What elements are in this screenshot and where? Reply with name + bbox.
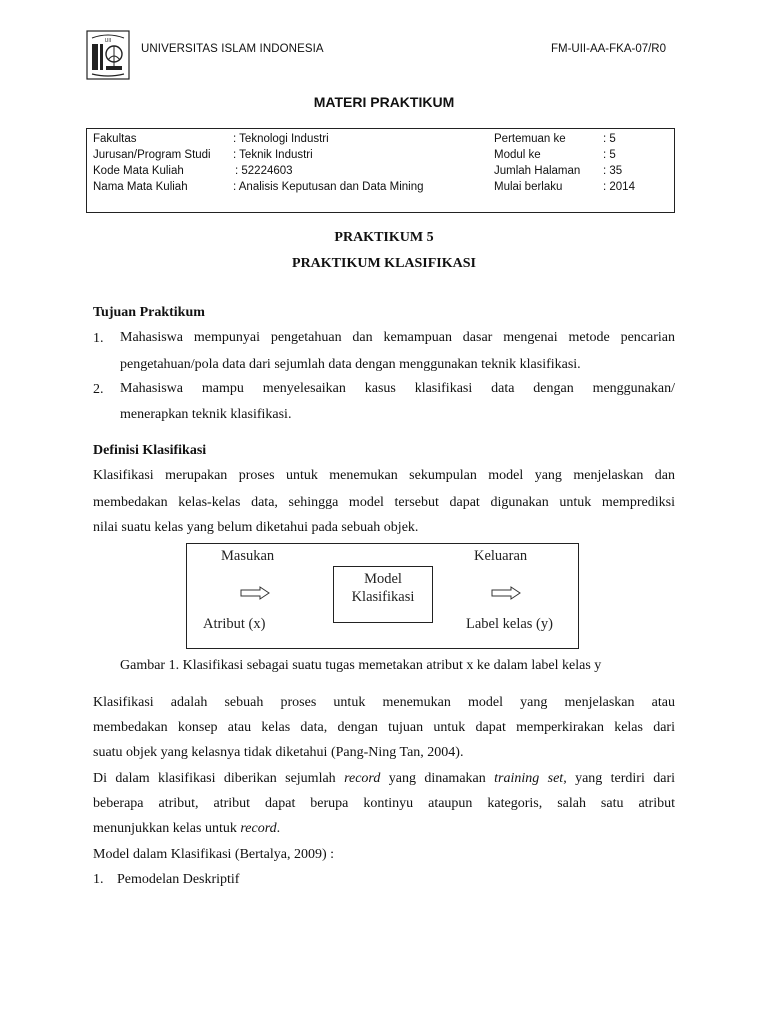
practicum-number-title: PRAKTIKUM 5 [334,230,434,245]
para2-line-1: Klasifikasi adalah sebuah proses untuk menemukan model yang menjelaskan atau [93,695,675,710]
info-value-fakultas: : Teknologi Industri [233,133,329,145]
info-value-pertemuan: : 5 [603,133,616,145]
figure-caption: Gambar 1. Klasifikasi sebagai suatu tugas memetakan atribut x ke dalam label kelas y [120,658,602,673]
logo-text: UII [104,38,112,44]
info-label-fakultas: Fakultas [93,133,137,145]
info-value-jurusan: : Teknik Industri [233,149,313,161]
info-value-modul: : 5 [603,149,616,161]
info-label-mulai-berlaku: Mulai berlaku [494,181,563,193]
info-label-jurusan: Jurusan/Program Studi [93,149,211,161]
tujuan-item-2-number: 2. [93,382,104,397]
figure-input-label: Masukan [221,548,275,564]
info-value-kode: : 52224603 [235,165,293,177]
info-label-nama: Nama Mata Kuliah [93,181,188,193]
definisi-heading: Definisi Klasifikasi [93,443,207,458]
definisi-line-2: membedakan kelas-kelas data, sehingga model tersebut dapat digunakan untuk memprediksi [93,495,675,510]
list-item-1-text: Pemodelan Deskriptif [117,872,240,887]
figure-model-line-2: Klasifikasi [351,589,415,605]
info-label-jumlah-halaman: Jumlah Halaman [494,165,581,177]
tujuan-item-1-line-1: Mahasiswa mempunyai pengetahuan dan kemampuan dasar mengenai metode pencarian [120,330,675,345]
figure-attribute-label: Atribut (x) [203,616,266,632]
info-label-kode: Kode Mata Kuliah [93,165,184,177]
tujuan-item-1-number: 1. [93,331,104,346]
definisi-line-3: nilai suatu kelas yang belum diketahui pada sebuah objek. [93,520,419,535]
university-logo [86,30,130,80]
info-label-modul: Modul ke [494,149,541,161]
para3-line-1: Di dalam klasifikasi diberikan sejumlah record yang dinamakan training set, yang terdiri dari [93,771,676,786]
list-item-1-number: 1. [93,872,104,887]
practicum-topic-title: PRAKTIKUM KLASIFIKASI [292,256,476,271]
para3-line-3: menunjukkan kelas untuk record. [93,821,281,836]
tujuan-item-1-line-2: pengetahuan/pola data dari sejumlah data dengan menggunakan teknik klasifikasi. [120,357,581,372]
input-arrow-icon [240,586,270,600]
university-name: UNIVERSITAS ISLAM INDONESIA [141,43,324,55]
tujuan-heading: Tujuan Praktikum [93,305,205,320]
para3-line-2: beberapa atribut, atribut dapat berupa kontinyu ataupun kategoris, salah satu atribut [93,796,675,811]
info-value-jumlah-halaman: : 35 [603,165,623,177]
definisi-line-1: Klasifikasi merupakan proses untuk menemukan sekumpulan model yang menjelaskan dan [93,468,675,483]
info-label-pertemuan: Pertemuan ke [494,133,566,145]
figure-model-line-1: Model [364,571,402,587]
info-value-nama: : Analisis Keputusan dan Data Mining [233,181,424,193]
para2-line-2: membedakan konsep atau kelas data, dengan tujuan untuk dapat memperkirakan kelas dari [93,720,675,735]
output-arrow-icon [491,586,521,600]
figure-class-label: Label kelas (y) [466,616,553,632]
tujuan-item-2-line-1: Mahasiswa mampu menyelesaikan kasus klasifikasi data dengan menggunakan/ [120,381,675,396]
info-value-mulai-berlaku: : 2014 [603,181,635,193]
tujuan-item-2-line-2: menerapkan teknik klasifikasi. [120,407,292,422]
form-code: FM-UII-AA-FKA-07/R0 [551,43,667,55]
document-title: MATERI PRAKTIKUM [313,94,455,110]
model-klasifikasi-line: Model dalam Klasifikasi (Bertalya, 2009) : [93,847,335,862]
para2-line-3: suatu objek yang kelasnya tidak diketahui (Pang-Ning Tan, 2004). [93,745,464,760]
figure-output-label: Keluaran [474,548,528,564]
